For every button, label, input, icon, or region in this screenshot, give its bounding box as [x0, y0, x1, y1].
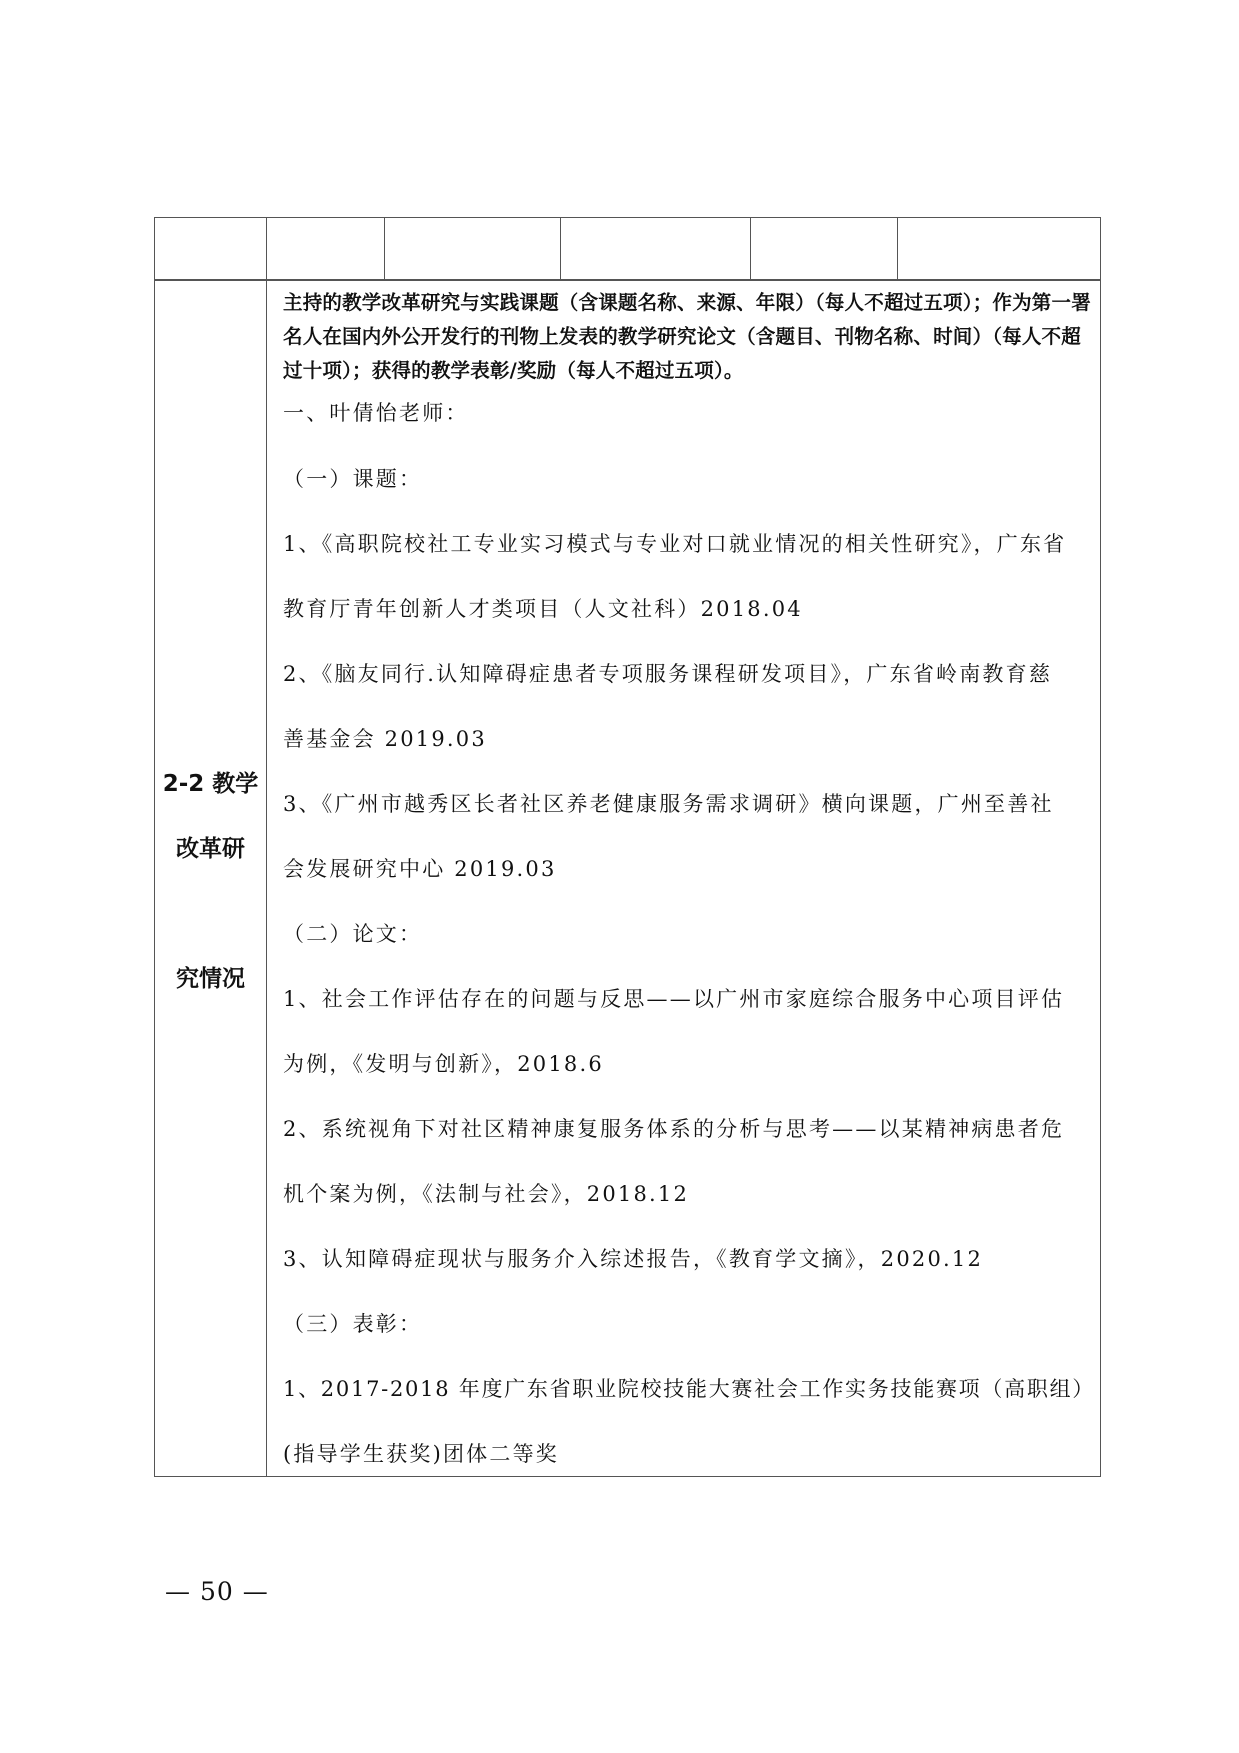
section-label-line3: 究情况 — [176, 966, 245, 992]
topic-1-line-2: 教育厅青年创新人才类项目（人文社科）2018.04 — [283, 597, 803, 621]
section-label-line1: 2-2 教学 — [162, 771, 259, 797]
cell-divider — [560, 218, 561, 280]
table-main-row — [154, 279, 1101, 1477]
awards-heading: （三）表彰： — [283, 1312, 423, 1336]
paper-2-line-2: 机个案为例，《法制与社会》，2018.12 — [283, 1182, 690, 1206]
award-1-line-1: 1、2017-2018 年度广东省职业院校技能大赛社会工作实务技能赛项（高职组） — [283, 1377, 1096, 1401]
column-divider — [266, 280, 267, 1476]
papers-heading: （二）论文： — [283, 922, 423, 946]
teacher-heading: 一、叶倩怡老师： — [283, 401, 469, 425]
cell-divider — [266, 218, 267, 280]
section-requirements-text: 主持的教学改革研究与实践课题（含课题名称、来源、年限）（每人不超过五项）；作为第一署名人在国内外公开发行的刊物上发表的教学研究论文（含题目、刊物名称、时间）（每人不超过十项）；获得的教学表彰/奖励（每人不超过五项）。 — [283, 291, 1091, 382]
topic-2-line-1: 2、《脑友同行.认知障碍症患者专项服务课程研发项目》，广东省岭南教育慈 — [283, 662, 1053, 686]
paper-2-line-1: 2、系统视角下对社区精神康复服务体系的分析与思考——以某精神病患者危 — [283, 1117, 1065, 1141]
award-1-line-2: (指导学生获奖)团体二等奖 — [283, 1442, 559, 1466]
paper-1-line-2: 为例，《发明与创新》，2018.6 — [283, 1052, 604, 1076]
cell-divider — [897, 218, 898, 280]
cell-divider — [384, 218, 385, 280]
cell-divider — [750, 218, 751, 280]
paper-3: 3、认知障碍症现状与服务介入综述报告，《教育学文摘》，2020.12 — [283, 1247, 983, 1271]
topic-2-line-2: 善基金会 2019.03 — [283, 727, 487, 751]
topic-3-line-2: 会发展研究中心 2019.03 — [283, 857, 557, 881]
topic-1-line-1: 1、《高职院校社工专业实习模式与专业对口就业情况的相关性研究》，广东省 — [283, 532, 1067, 556]
section-label-line2: 改革研 — [176, 836, 245, 862]
section-label — [155, 280, 266, 1476]
table-top-row — [154, 217, 1101, 281]
topic-3-line-1: 3、《广州市越秀区长者社区养老健康服务需求调研》横向课题，广州至善社 — [283, 792, 1054, 816]
topics-heading: （一）课题： — [283, 467, 423, 491]
page-number: — 50 — — [165, 1577, 269, 1606]
paper-1-line-1: 1、社会工作评估存在的问题与反思——以广州市家庭综合服务中心项目评估 — [283, 987, 1065, 1011]
